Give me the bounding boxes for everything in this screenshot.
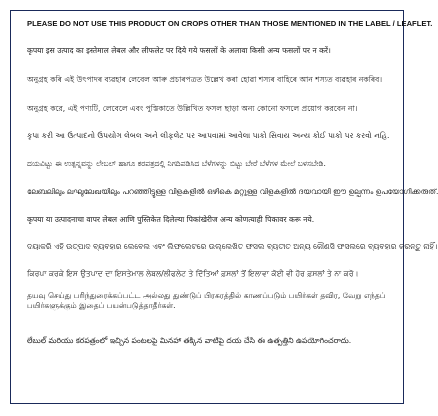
warning-header-english: PLEASE DO NOT USE THIS PRODUCT ON CROPS OTHER THAN THOSE MENTIONED IN THE LABEL / LEAFLET.	[27, 19, 433, 28]
warning-line-marathi: कृपया या उत्पादनाचा वापर लेबल आणि पुस्तिकेत दिलेल्या पिकांखेरीज अन्य कोणत्याही पिकावर करू नये.	[27, 215, 315, 224]
warning-line-malayalam: ലേബലിലും ലഘുലേഖയിലും പറഞ്ഞിട്ടുള്ള വിളകളിൽ ഒഴികെ മറ്റുള്ള വിളകളിൽ ദയവായി ഈ ഉല്പന്നം ഉപയോഗിക്കരുത്.	[27, 187, 438, 196]
warning-panel	[10, 10, 438, 404]
warning-line-odia: ଦୟାକରି ଏହି ଉତ୍ପାଦ ବ୍ୟବହାର ଲେବେଲ ଏବଂ ଲିଫଲେଟରେ ଉଲ୍ଲେଖିତ ଫସଲ ବ୍ୟତୀତ ଅନ୍ୟ କୌଣସି ଫସଲରେ ବ୍ୟବହାର କରନ୍ତୁ ନାହିଁ।	[27, 242, 438, 251]
warning-line-gujarati: કૃપા કરી આ ઉત્પાદનો ઉપયોગ લેબલ અને લીફલેટ પર આપવામાં આવેલા પાકો સિવાય અન્ય કોઈ પાકો પર કરવો નહિ.	[27, 131, 390, 140]
warning-line-telugu: లేబుల్ మరియు కరపత్రంలో ఇచ్చిన పంటలపై మినహా తక్కిన వాటిపై దయ చేసి ఈ ఉత్పత్తిని ఉపయోగించరాదు.	[27, 336, 352, 345]
warning-line-assamese: অনুগ্ৰহ কৰি এই উৎপাদৰ ব্যৱহাৰ লেবেল আৰু প্ৰচাৰপত্ৰত উল্লেখ কৰা হোৱা শস্যৰ বাহিৰে আন শস্যত ব্যৱহাৰ নকৰিব।	[27, 75, 383, 84]
warning-line-hindi: कृपया इस उत्पाद का इस्तेमाल लेबल और लीफलेट पर दिये गये फसलों के अलावा किसी अन्य फसलों पर न करें।	[27, 46, 331, 55]
warning-line-punjabi: ਕਿਰਪਾ ਕਰਕੇ ਇਸ ਉਤਪਾਦ ਦਾ ਇਸਤੇਮਾਲ ਲੇਬਲ/ਲੀਫਲੇਟ ਤੇ ਦਿੱਤਿਆਂ ਫ਼ਸਲਾਂ ਤੋਂ ਇਲਾਵਾ ਕੋਈ ਵੀ ਹੋਰ ਫ਼ਸਲਾਂ ਤੇ ਨਾ ਕਰੋ।	[27, 269, 359, 278]
warning-line-bengali: অনুগ্রহ করে, এই পণ্যটি, লেবেলে এবং পুস্তিকাতে উল্লিখিত ফসল ছাড়া অন্য কোনো ফসলে প্রয়োগ করবেন না।	[27, 104, 358, 113]
warning-line-kannada: ದಯವಿಟ್ಟು ಈ ಉತ್ಪನ್ನವನ್ನು ಲೇಬಲ್ ಹಾಗೂ ಕರಪತ್ರದಲ್ಲಿ ನಿಗದಿಪಡಿಸಿದ ಬೆಳೆಗಳನ್ನು ಬಿಟ್ಟು ಬೇರೆ ಬೆಳೆಗಳ ಮೇಲೆ ಬಳಸಬೇಡಿ.	[27, 159, 326, 168]
warning-line-tamil: தயவு செய்து பரிந்துரைக்கப்பட்ட அல்லது துண்டுப் பிரசுரத்தில் காணப்படும் பயிர்கள் தவிர, வேறு எந்தப் பயிர்களுக்கும் இதைப் பயன்படுத்தாதீர்கள்.	[27, 291, 386, 310]
